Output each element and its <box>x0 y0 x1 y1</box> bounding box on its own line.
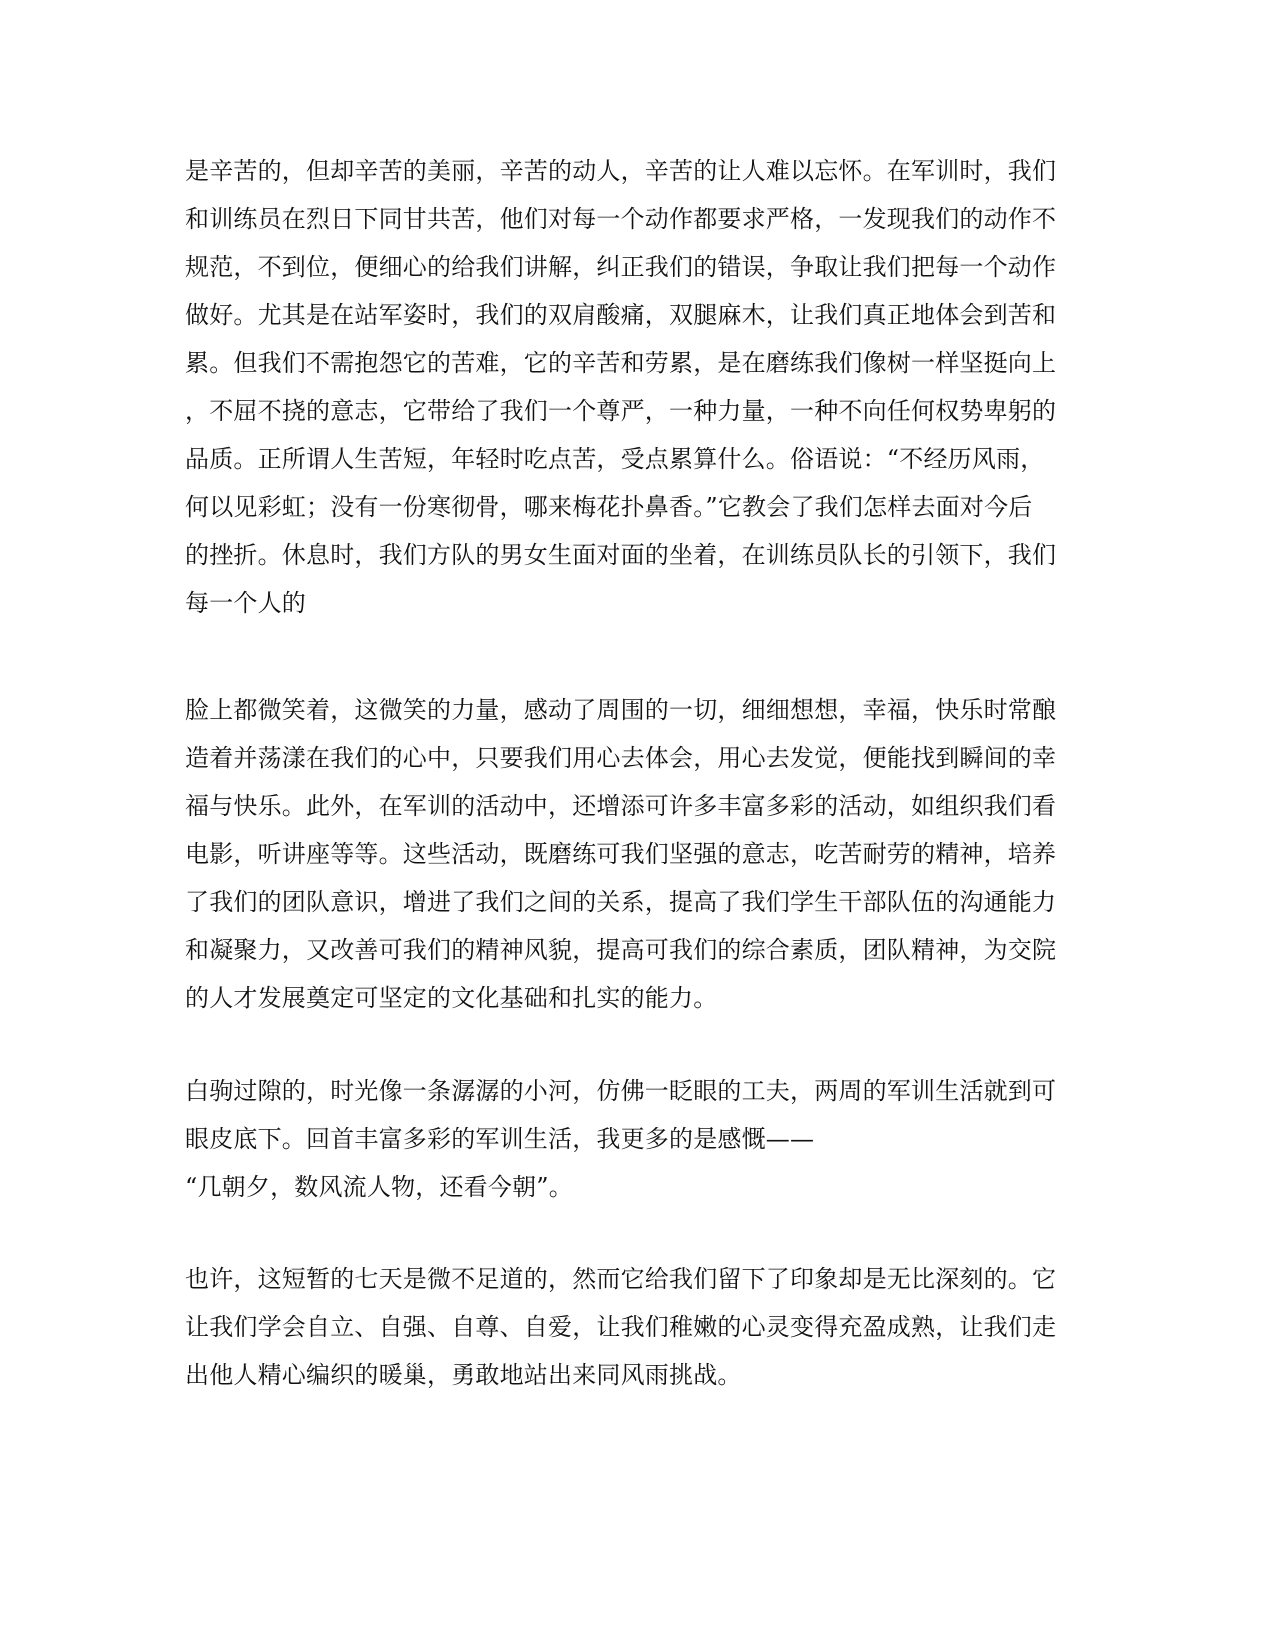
text-line: 让我们学会自立、自强、自尊、自爱，让我们稚嫩的心灵变得充盈成熟，让我们走 <box>185 1313 1057 1341</box>
text-line: 累。但我们不需抱怨它的苦难，它的辛苦和劳累，是在磨练我们像树一样坚挺向上 <box>185 349 1057 377</box>
text-line: 规范，不到位，便细心的给我们讲解，纠正我们的错误，争取让我们把每一个动作 <box>185 253 1057 281</box>
text-line: 电影，听讲座等等。这些活动，既磨练可我们坚强的意志，吃苦耐劳的精神，培养 <box>185 840 1057 868</box>
text-line: 和凝聚力，又改善可我们的精神风貌，提高可我们的综合素质，团队精神，为交院 <box>185 936 1057 964</box>
text-line: 做好。尤其是在站军姿时，我们的双肩酸痛，双腿麻木，让我们真正地体会到苦和 <box>185 301 1057 329</box>
text-line: 每一个人的 <box>185 589 306 617</box>
paragraph-4 <box>185 1255 1105 1399</box>
text-line: 也许，这短暂的七天是微不足道的，然而它给我们留下了印象却是无比深刻的。它 <box>185 1265 1057 1293</box>
text-line: 的人才发展奠定可坚定的文化基础和扎实的能力。 <box>185 984 718 1012</box>
text-line: 和训练员在烈日下同甘共苦，他们对每一个动作都要求严格，一发现我们的动作不 <box>185 205 1057 233</box>
text-line: 白驹过隙的，时光像一条潺潺的小河，仿佛一眨眼的工夫，两周的军训生活就到可 <box>185 1077 1057 1105</box>
paragraph-2 <box>185 686 1105 1022</box>
text-line: 品质。正所谓人生苦短，年轻时吃点苦，受点累算什么。俗语说：“不经历风雨， <box>185 445 1045 473</box>
text-line: 眼皮底下。回首丰富多彩的军训生活，我更多的是感慨—— <box>185 1125 815 1153</box>
paragraph-1 <box>185 147 1105 627</box>
text-line: 脸上都微笑着，这微笑的力量，感动了周围的一切，细细想想，幸福，快乐时常酿 <box>185 696 1057 724</box>
text-line: “几朝夕，数风流人物，还看今朝”。 <box>185 1173 573 1201</box>
text-line: 造着并荡漾在我们的心中，只要我们用心去体会，用心去发觉，便能找到瞬间的幸 <box>185 744 1057 772</box>
text-line: ，不屈不挠的意志，它带给了我们一个尊严，一种力量，一种不向任何权势卑躬的 <box>185 397 1057 425</box>
text-line: 了我们的团队意识，增进了我们之间的关系，提高了我们学生干部队伍的沟通能力 <box>185 888 1057 916</box>
text-line: 是辛苦的，但却辛苦的美丽，辛苦的动人，辛苦的让人难以忘怀。在军训时，我们 <box>185 157 1057 185</box>
text-line: 何以见彩虹；没有一份寒彻骨，哪来梅花扑鼻香。”它教会了我们怎样去面对今后 <box>185 493 1033 521</box>
text-line: 的挫折。休息时，我们方队的男女生面对面的坐着，在训练员队长的引领下，我们 <box>185 541 1057 569</box>
text-line: 出他人精心编织的暖巢，勇敢地站出来同风雨挑战。 <box>185 1361 742 1389</box>
paragraph-3 <box>185 1067 1105 1211</box>
text-line: 福与快乐。此外，在军训的活动中，还增添可许多丰富多彩的活动，如组织我们看 <box>185 792 1057 820</box>
